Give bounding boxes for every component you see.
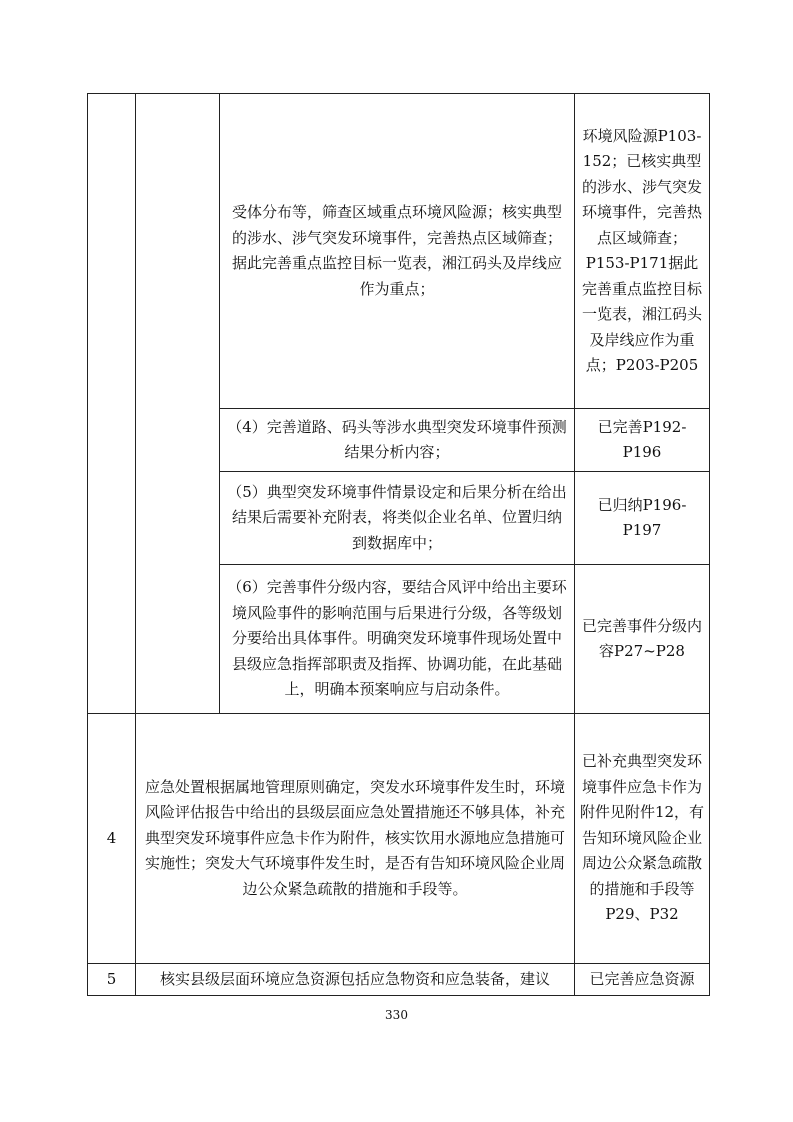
table-row <box>88 714 710 964</box>
opinion-cell: （4）完善道路、码头等涉水典型突发环境事件预测结果分析内容； <box>220 409 575 472</box>
table-row <box>88 94 710 409</box>
opinion-cell: （5）典型突发环境事件情景设定和后果分析在给出结果后需要补充附表，将类似企业名单、位置归纳到数据库中； <box>220 472 575 565</box>
opinion-cell: 应急处置根据属地管理原则确定，突发水环境事件发生时，环境风险评估报告中给出的县级层面应急处置措施还不够具体，补充典型突发环境事件应急卡作为附件，核实饮用水源地应急措施可实施性；突发大气环境事件发生时，是否有告知环境风险企业周边公众紧急疏散的措施和手段等。 <box>136 714 575 964</box>
review-response-table <box>87 93 710 996</box>
page-number: 330 <box>385 1008 408 1022</box>
status-cell: 已完善应急资源 <box>575 964 710 996</box>
table-row <box>88 964 710 996</box>
opinion-cell: 核实县级层面环境应急资源包括应急物资和应急装备，建议 <box>136 964 575 996</box>
status-cell: 已补充典型突发环境事件应急卡作为附件见附件12，有告知环境风险企业周边公众紧急疏散的措施和手段等P29、P32 <box>575 714 710 964</box>
status-cell: 已归纳P196-P197 <box>575 472 710 565</box>
status-cell: 已完善事件分级内容P27~P28 <box>575 565 710 714</box>
row-number-cell: 4 <box>88 714 136 964</box>
status-cell: 已完善P192-P196 <box>575 409 710 472</box>
opinion-cell: （6）完善事件分级内容，要结合风评中给出主要环境风险事件的影响范围与后果进行分级，各等级划分要给出具体事件。明确突发环境事件现场处置中县级应急指挥部职责及指挥、协调功能，在此基础上，明确本预案响应与启动条件。 <box>220 565 575 714</box>
row-number-cell <box>88 94 136 714</box>
row-number-cell: 5 <box>88 964 136 996</box>
status-cell: 环境风险源P103-152；已核实典型的涉水、涉气突发环境事件，完善热点区域筛查；P153-P171据此完善重点监控目标一览表，湘江码头及岸线应作为重点；P203-P205 <box>575 94 710 409</box>
blank-category-cell <box>136 94 220 714</box>
opinion-cell: 受体分布等，筛查区域重点环境风险源；核实典型的涉水、涉气突发环境事件，完善热点区域筛查；据此完善重点监控目标一览表，湘江码头及岸线应作为重点； <box>220 94 575 409</box>
